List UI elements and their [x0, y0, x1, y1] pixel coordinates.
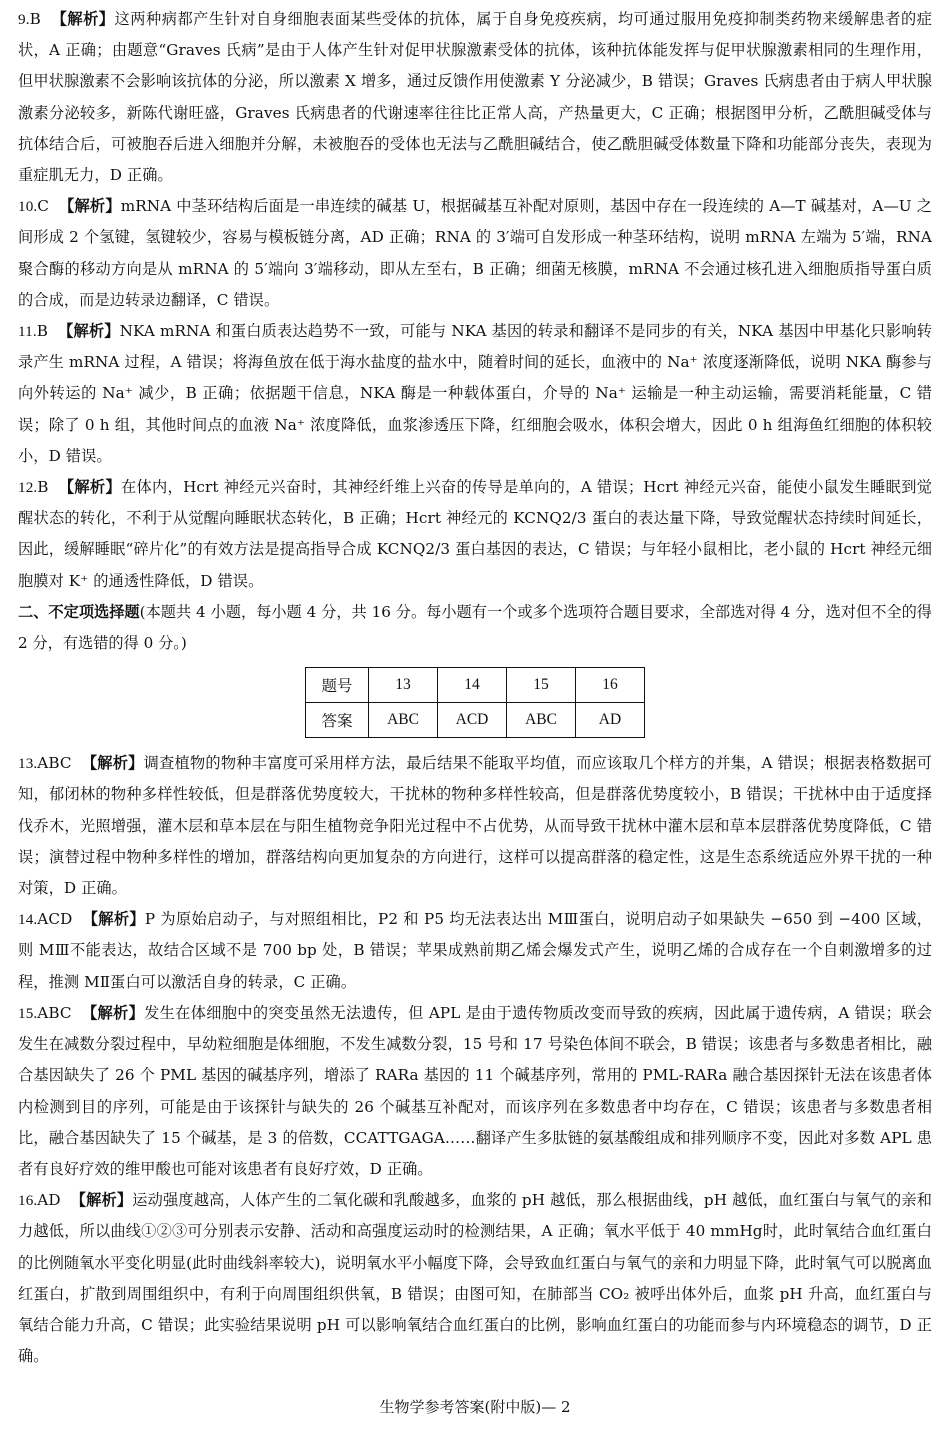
item-explanation: 发生在体细胞中的突变虽然无法遗传，但 APL 是由于遗传物质改变而导致的疾病，因此属于遗传病，A 错误；联会发生在减数分裂过程中，早幼粒细胞是体细胞，不发生减数分裂，15 号和 17 号染色体间不联会，B 错误；该患者与多数患者相比，融合基因缺失了 26 个 PML 基因的碱基序列，增添了 RARa 基因的 11 个碱基序列，常用的 PML-RARa 融合基因探针无法在该患者体内检测到目的序列，可能是由于该探针与缺失的 26 个碱基互补配对，而该序列在多数患者中均存在，C 错误；该患者与多数患者相比，融合基因缺失了 15 个碱基，是 3 的倍数，CCATTGAGA……翻译产生多肽链的氨基酸组成和排列顺序不变，因此对多数 APL 患者有良好疗效的维甲酸也可能对该患者有良好疗效，D 正确。: [18, 1003, 932, 1178]
item-answer: B: [36, 322, 48, 341]
section-title: 二、不定项选择题: [18, 602, 140, 621]
table-header-number: 题号: [306, 668, 369, 703]
item-answer: ABC: [37, 1003, 72, 1022]
item-explanation: 这两种病都产生针对自身细胞表面某些受体的抗体，属于自身免疫疾病，均可通过服用免疫抑制类药物来缓解患者的症状，A 正确；由题意“Graves 氏病”是由于人体产生针对促甲状腺激素受体的抗体，该种抗体能发挥与促甲状腺激素相同的生理作用，但甲状腺激素不会影响该抗体的分泌，所以激素 X 增多，通过反馈作用使激素 Y 分泌减少，B 错误；Graves 氏病患者由于病人甲状腺激素分泌较多，新陈代谢旺盛，Graves 氏病患者的代谢速率往往比正常人高，产热量更大，C 正确；根据图甲分析，乙酰胆碱受体与抗体结合后，可被胞吞后进入细胞并分解，未被胞吞的受体也无法与乙酰胆碱结合，使乙酰胆碱受体数量下降和功能部分丧失，表现为重症肌无力，D 正确。: [18, 10, 933, 185]
page-footer: 生物学参考答案(附中版)— 2: [379, 1398, 571, 1416]
answer-table: [305, 667, 645, 738]
item-tag: 【解析】: [81, 754, 144, 773]
item-tag: 【解析】: [51, 10, 115, 28]
item-tag: 【解析】: [82, 910, 145, 929]
item-number: 15.: [18, 1004, 38, 1022]
item-explanation: P 为原始启动子，与对照组相比，P2 和 P5 均无法表达出 MⅢ蛋白，说明启动子如果缺失 −650 到 −400 区域，则 MⅢ不能表达，故结合区域不是 700 bp 处，B 错误；苹果成熟前期乙烯会爆发式产生，说明乙烯的合成存在一个自刺激增多的过程，推测 MⅡ蛋白可以激活自身的转录，C 正确。: [18, 910, 933, 991]
item-number: 10.: [18, 198, 38, 216]
item-tag: 【解析】: [58, 322, 120, 341]
item-number: 12.: [18, 479, 38, 497]
item-explanation: NKA mRNA 和蛋白质表达趋势不一致，可能与 NKA 基因的转录和翻译不是同步的有关，NKA 基因中甲基化只影响转录产生 mRNA 过程，A 错误；将海鱼放在低于海水盐度的盐水中，随着时间的延长，血液中的 Na⁺ 浓度逐渐降低，说明 NKA 酶参与向外转运的 Na⁺ 减少，B 正确；依据题干信息，NKA 酶是一种载体蛋白，介导的 Na⁺ 运输是一种主动运输，需要消耗能量，C 错误；除了 0 h 组，其他时间点的血液 Na⁺ 浓度降低，血浆渗透压下降，红细胞会吸水，体积会增大，因此 0 h 组海鱼红细胞的体积较小，D 错误。: [18, 322, 932, 465]
item-answer: AD: [37, 1191, 61, 1210]
item-tag: 【解析】: [81, 1003, 145, 1022]
item-answer: B: [37, 478, 49, 497]
table-cell: 15: [507, 668, 576, 703]
item-tag: 【解析】: [70, 1191, 133, 1210]
item-explanation: mRNA 中茎环结构后面是一串连续的碱基 U，根据碱基互补配对原则，基因中存在一段连续的 A—T 碱基对，A—U 之间形成 2 个氢键，氢键较少，容易与模板链分离，AD 正确；RNA 的 3′端可自发形成一种茎环结构，说明 mRNA 左端为 5′端，RNA 聚合酶的移动方向是从 mRNA 的 5′端向 3′端移动，即从左至右，B 正确；细菌无核膜，mRNA 不会通过核孔进入细胞质指导蛋白质的合成，而是边转录边翻译，C 错误。: [18, 197, 933, 309]
table-cell: ABC: [507, 703, 576, 738]
table-cell: 16: [576, 668, 645, 703]
item-answer: B: [29, 10, 41, 28]
item-number: 9.: [18, 11, 30, 28]
answer-item-16: [18, 1185, 932, 1372]
answer-item-12: [18, 472, 932, 597]
item-explanation: 在体内，Hcrt 神经元兴奋时，其神经纤维上兴奋的传导是单向的，A 错误；Hcrt 神经元兴奋，能使小鼠发生睡眠到觉醒状态的转化，不利于从觉醒向睡眠状态转化，B 正确；Hcrt 神经元的 KCNQ2/3 蛋白的表达量下降，导致觉醒状态持续时间延长，因此，缓解睡眠“碎片化”的有效方法是提高指导合成 KCNQ2/3 蛋白基因的表达，C 错误；与年轻小鼠相比，老小鼠的 Hcrt 神经元细胞膜对 K⁺ 的通透性降低，D 错误。: [18, 478, 933, 590]
answer-item-13: [18, 748, 932, 904]
item-tag: 【解析】: [59, 197, 121, 216]
item-explanation: 调查植物的物种丰富度可采用样方法，最后结果不能取平均值，而应该取几个样方的并集，A 错误；根据表格数据可知，郁闭林的物种多样性较低，但是群落优势度较大，干扰林的物种多样性较高，但是群落优势度较小，B 错误；干扰林中由于适度择伐乔木，光照增强，灌木层和草本层在与阳生植物竞争阳光过程中不占优势，从而导致干扰林中灌木层和草本层群落优势度降低，C 错误；演替过程中物种多样性的增加，群落结构向更加复杂的方向进行，这样可以提高群落的稳定性，这是生态系统适应外界干扰的一种对策，D 正确。: [18, 754, 933, 898]
answer-item-10: [18, 191, 932, 316]
section-note: (本题共 4 小题，每小题 4 分，共 16 分。每小题有一个或多个选项符合题目要求，全部选对得 4 分，选对但不全的得 2 分，有选错的得 0 分。): [18, 602, 932, 653]
item-tag: 【解析】: [58, 478, 121, 497]
answer-item-15: [18, 998, 932, 1185]
item-number: 14.: [18, 911, 38, 929]
item-number: 16.: [18, 1192, 38, 1210]
answer-item-9: [18, 4, 932, 191]
item-answer: ABC: [37, 754, 72, 773]
answer-item-14: [18, 904, 932, 998]
table-cell: 13: [369, 668, 438, 703]
item-explanation: 运动强度越高，人体产生的二氧化碳和乳酸越多，血浆的 pH 越低，那么根据曲线，pH 越低，血红蛋白与氧气的亲和力越低，所以曲线①②③可分别表示安静、活动和高强度运动时的检测结果，A 正确；氧水平低于 40 mmHg时，此时氧结合血红蛋白的比例随氧水平变化明显(此时曲线斜率较大)，说明氧水平小幅度下降，会导致血红蛋白与氧气的亲和力明显下降，此时氧气可以脱离血红蛋白，扩散到周围组织中，有利于向周围组织供氧，B 错误；由图可知，在肺部当 CO₂ 被呼出体外后，血浆 pH 升高，血红蛋白与氧结合能力升高，C 错误；此实验结果说明 pH 可以影响氧结合血红蛋白的比例，影响血红蛋白的功能而参与内环境稳态的调节，D 正确。: [18, 1191, 933, 1366]
table-cell: 14: [438, 668, 507, 703]
section-heading: [18, 597, 932, 659]
table-cell: AD: [576, 703, 645, 738]
table-cell: ABC: [369, 703, 438, 738]
answer-table-number-row: [306, 668, 645, 703]
item-answer: C: [37, 197, 50, 216]
table-cell: ACD: [438, 703, 507, 738]
item-number: 13.: [18, 755, 38, 773]
item-answer: ACD: [37, 910, 73, 929]
table-header-answer: 答案: [306, 703, 369, 738]
item-number: 11.: [18, 323, 37, 341]
answer-item-11: [18, 316, 932, 472]
answer-table-answer-row: [306, 703, 645, 738]
